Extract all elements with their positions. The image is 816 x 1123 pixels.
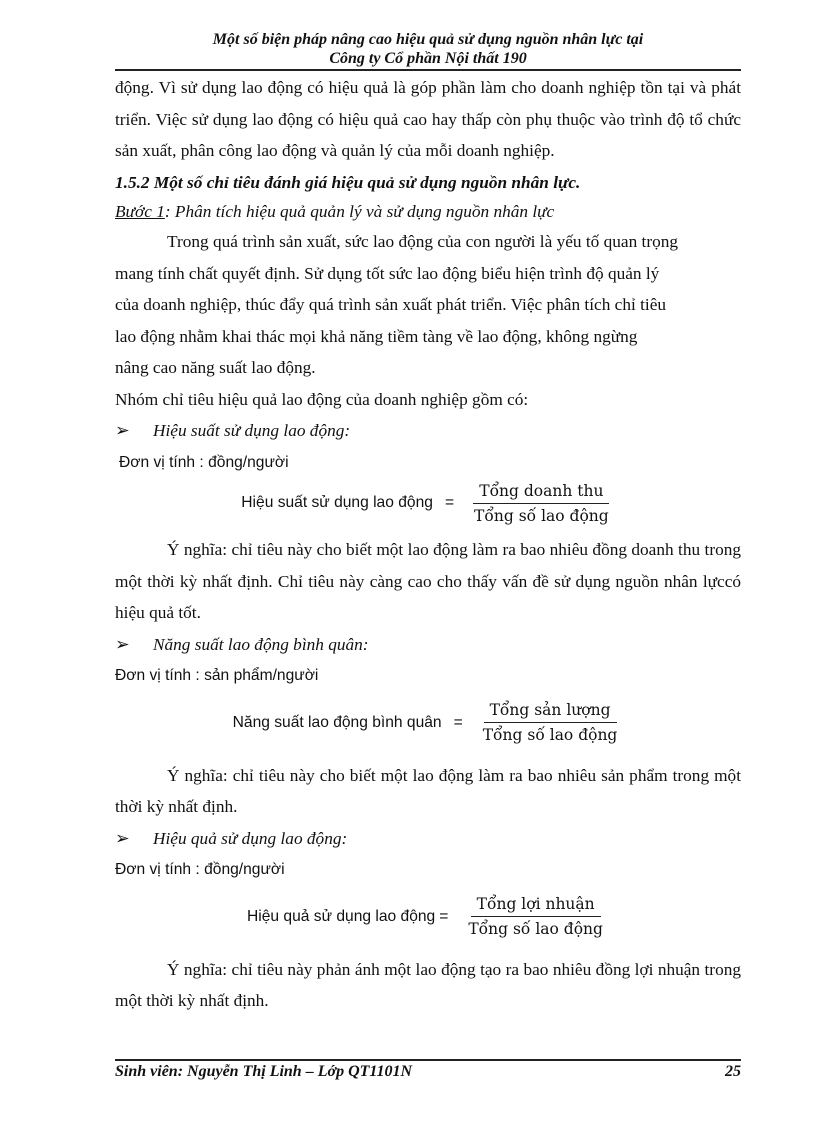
page-number: 25 xyxy=(725,1063,741,1080)
formula xyxy=(115,478,741,528)
footer-student: Sinh viên: Nguyễn Thị Linh – Lớp QT1101N xyxy=(115,1063,413,1080)
formula-denominator: Tổng số lao động xyxy=(474,506,609,525)
formula-denominator: Tổng số lao động xyxy=(468,920,603,938)
group-intro: Nhóm chỉ tiêu hiệu quả lao động của doanh nghiệp gồm có: xyxy=(115,389,529,409)
formula-lhs: Năng suất lao động bình quân xyxy=(232,713,442,731)
arrow-bullet-icon: ➢ xyxy=(115,828,130,848)
process-paragraph xyxy=(115,226,741,384)
indicator-labor-efficiency xyxy=(115,415,741,629)
arrow-bullet-icon: ➢ xyxy=(115,421,130,440)
indicator-title xyxy=(115,823,741,855)
indicator-unit: Đơn vị tính : đồng/người xyxy=(115,861,285,878)
page-header xyxy=(115,30,741,68)
formula-numerator: Tổng sản lượng xyxy=(484,701,617,723)
process-line: Trong quá trình sản xuất, sức lao động của con người là yếu tố quan trọng xyxy=(167,232,679,251)
step-line xyxy=(115,198,741,226)
process-line: nâng cao năng suất lao động. xyxy=(115,358,316,377)
header-divider xyxy=(115,69,741,71)
header-title-line1: Một số biện pháp nâng cao hiệu quả sử dụng nguồn nhân lực tại xyxy=(212,31,644,48)
step-text: : Phân tích hiệu quả quản lý và sử dụng nguồn nhân lực xyxy=(164,202,555,221)
indicator-title xyxy=(115,415,741,447)
indicator-meaning: Ý nghĩa: chỉ tiêu này cho biết một lao động làm ra bao nhiêu đồng doanh thu trong một thời kỳ nhất định. Chỉ tiêu này càng cao cho thấy vấn đề sử dụng nguồn nhân lựccó hiệu quả tốt. xyxy=(115,540,741,622)
formula-numerator: Tổng doanh thu xyxy=(473,482,609,504)
formula xyxy=(115,886,741,948)
indicator-meaning: Ý nghĩa: chỉ tiêu này cho biết một lao động làm ra bao nhiêu sản phẩm trong một thời kỳ nhất định. xyxy=(115,765,741,816)
formula-equals: = xyxy=(439,907,449,925)
header-title-line2: Công ty Cổ phần Nội thất 190 xyxy=(329,50,527,67)
intro-paragraph: động. Vì sử dụng lao động có hiệu quả là góp phần làm cho doanh nghiệp tồn tại và phát triển. Việc sử dụng lao động có hiệu quả cao hay thấp còn phụ thuộc vào trình độ tổ chức sản xuất, phân công lao động và quản lý của mỗi doanh nghiệp. xyxy=(115,78,741,160)
process-line: của doanh nghiệp, thúc đẩy quá trình sản xuất phát triển. Việc phân tích chỉ tiêu xyxy=(115,295,666,314)
section-heading: 1.5.2 Một số chỉ tiêu đánh giá hiệu quả sử dụng nguồn nhân lực. xyxy=(115,172,581,192)
formula xyxy=(115,692,741,754)
indicator-unit: Đơn vị tính : sản phẩm/người xyxy=(115,667,319,684)
formula-lhs: Hiệu quả sử dụng lao động xyxy=(247,907,436,925)
formula-equals: = xyxy=(444,494,455,511)
indicator-labor-effectiveness xyxy=(115,823,741,1017)
indicator-title-text: Năng suất lao động bình quân: xyxy=(153,634,369,654)
page-footer xyxy=(115,1063,741,1081)
formula-lhs: Hiệu suất sử dụng lao động xyxy=(241,494,433,511)
formula-denominator: Tổng số lao động xyxy=(482,726,618,744)
page-body xyxy=(115,72,741,1017)
arrow-bullet-icon: ➢ xyxy=(115,634,130,654)
indicator-title-text: Hiệu quả sử dụng lao động: xyxy=(153,828,348,848)
footer-divider xyxy=(115,1059,741,1061)
step-label: Bước 1 xyxy=(115,202,165,221)
formula-fraction xyxy=(468,482,615,525)
process-line: lao động nhằm khai thác mọi khả năng tiềm tàng về lao động, không ngừng xyxy=(115,326,638,346)
formula-equals: = xyxy=(453,713,463,731)
indicator-unit: Đơn vị tính : đồng/người xyxy=(119,453,289,471)
indicator-title-text: Hiệu suất sử dụng lao động: xyxy=(153,421,351,440)
formula-numerator: Tổng lợi nhuận xyxy=(471,895,601,917)
formula-fraction xyxy=(477,701,624,744)
indicator-title xyxy=(115,629,741,661)
formula-fraction xyxy=(462,895,609,938)
indicator-average-productivity xyxy=(115,629,741,823)
indicator-meaning: Ý nghĩa: chỉ tiêu này phản ánh một lao động tạo ra bao nhiêu đồng lợi nhuận trong một thời kỳ nhất định. xyxy=(115,959,741,1010)
process-line: mang tính chất quyết định. Sử dụng tốt sức lao động biểu hiện trình độ quản lý xyxy=(115,263,660,283)
